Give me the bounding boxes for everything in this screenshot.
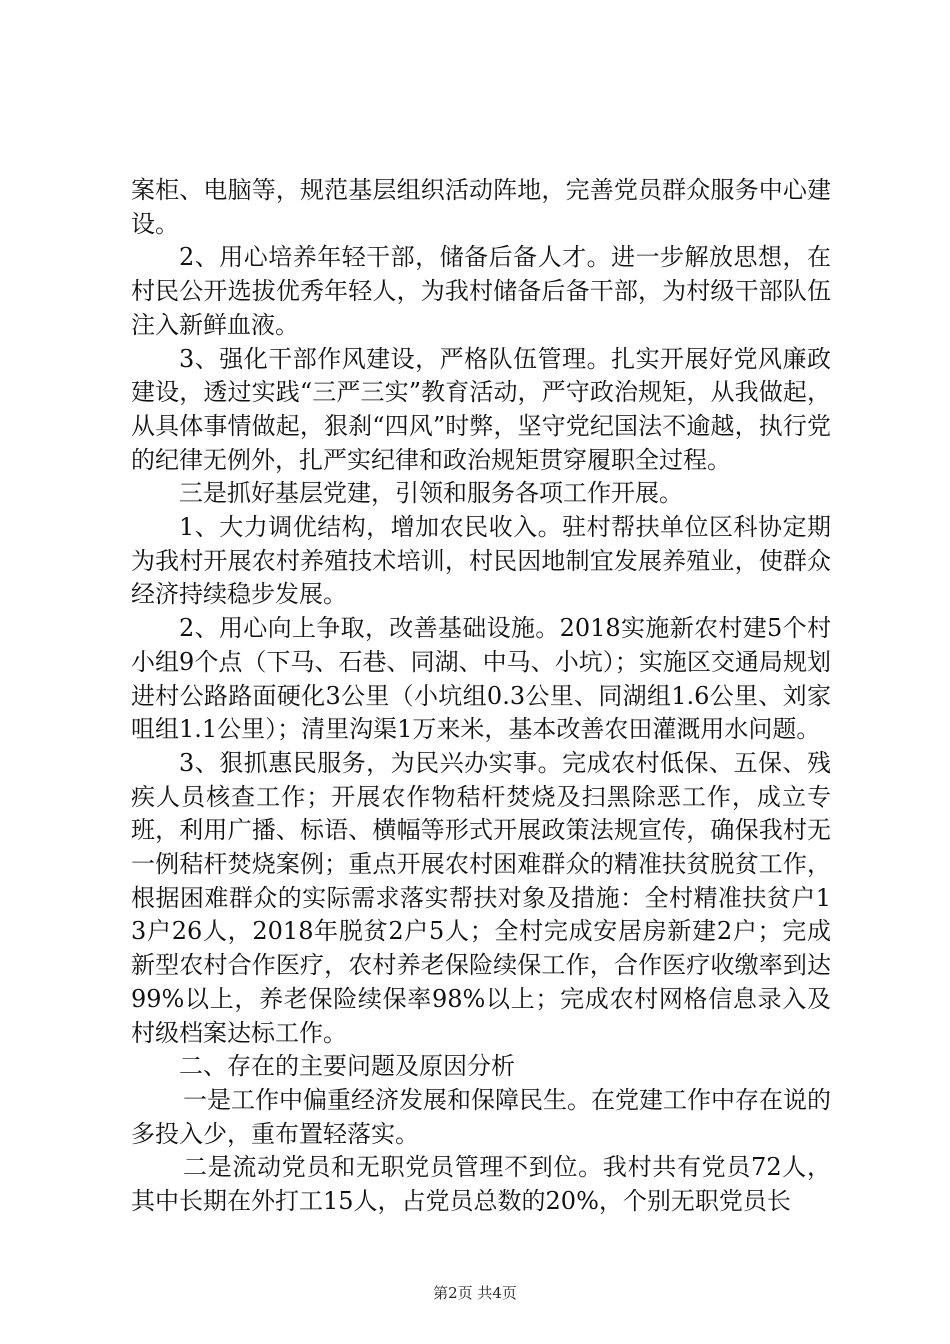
paragraph-item-3-services: 3、狠抓惠民服务，为民兴办实事。完成农村低保、五保、残疾人员核查工作；开展农作物秸杆焚烧及扫黑除恶工作，成立专班，利用广播、标语、横幅等形式开展政策法规宣传，确保我村无一例秸杆焚烧案例；重点开展农村困难群众的精准扶贫脱贫工作，根据困难群众的实际需求落实帮扶对象及措施：全村精准扶贫户13户26人，2018年脱贫2户5人；全村完成安居房新建2户；完成新型农村合作医疗，农村养老保险续保工作，合作医疗收缴率到达99%以上，养老保险续保率98%以上；完成农村网格信息录入及村级档案达标工作。: [131, 748, 831, 1047]
page-number-footer: 第2页 共4页: [433, 1284, 517, 1302]
section-heading-problems: 二、存在的主要问题及原因分析: [179, 1052, 515, 1081]
paragraph-heading-3: 三是抓好基层党建，引领和服务各项工作开展。: [179, 479, 683, 508]
document-body: [131, 174, 831, 1219]
paragraph-item-2-cadres: 2、用心培养年轻干部，储备后备人才。进一步解放思想，在村民公开选拔优秀年轻人，为我村储备后备干部，为村级干部队伍注入新鲜血液。: [131, 243, 831, 339]
paragraph-item-1-income: 1、大力调优结构，增加农民收入。驻村帮扶单位区科协定期为我村开展农村养殖技术培训，村民因地制宜发展养殖业，使群众经济持续稳步发展。: [131, 513, 831, 609]
paragraph-continuation: 案柜、电脑等，规范基层组织活动阵地，完善党员群众服务中心建设。: [131, 176, 831, 238]
paragraph-problem-1: 一是工作中偏重经济发展和保障民生。在党建工作中存在说的多投入少，重布置轻落实。: [131, 1085, 831, 1148]
paragraph-item-3-discipline: 3、强化干部作风建设，严格队伍管理。扎实开展好党风廉政建设，透过实践“三严三实”教育活动，严守政治规矩，从我做起，从具体事情做起，狠刹“四风”时弊，坚守党纪国法不逾越，执行党的纪律无例外，扎严实纪律和政治规矩贯穿履职全过程。: [131, 344, 831, 474]
paragraph-item-2-infrastructure: 2、用心向上争取，改善基础设施。2018实施新农村建5个村小组9个点（下马、石巷、同湖、中马、小坑）；实施区交通局规划进村公路路面硬化3公里（小坑组0.3公里、同湖组1.6公里、刘家咀组1.1公里）；清里沟渠1万来米，基本改善农田灌溉用水问题。: [131, 614, 831, 744]
paragraph-problem-2: 二是流动党员和无职党员管理不到位。我村共有党员72人，其中长期在外打工15人，占党员总数的20%，个别无职党员长: [131, 1153, 831, 1216]
